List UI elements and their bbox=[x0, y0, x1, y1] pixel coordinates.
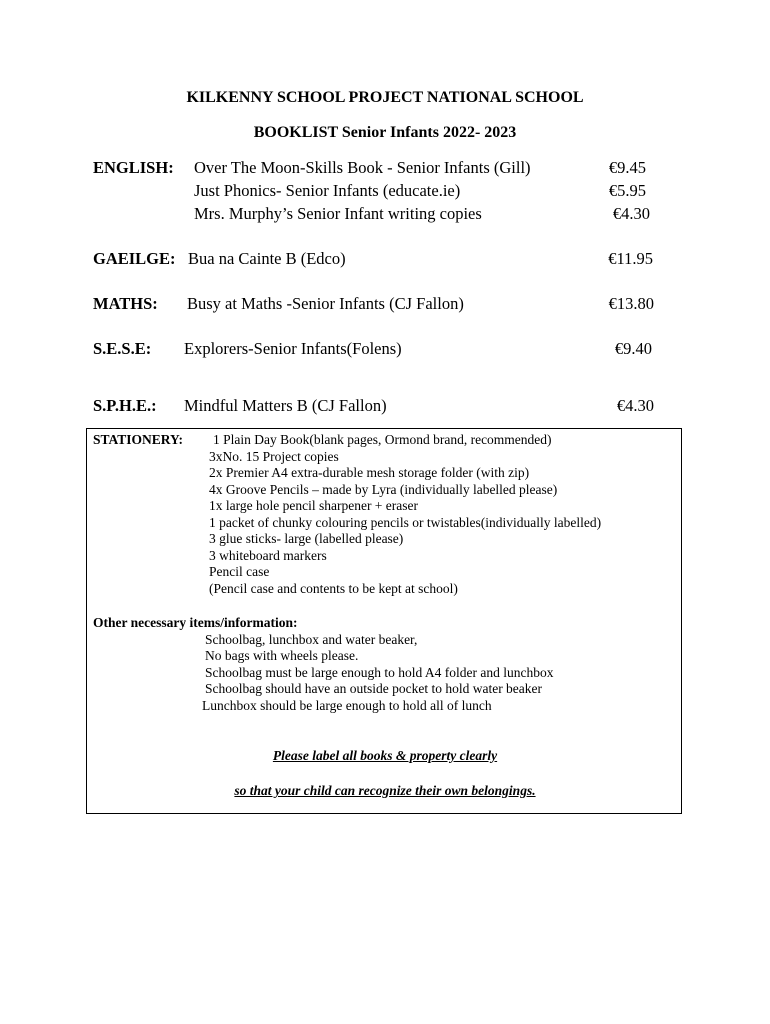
stationery-item: Pencil case bbox=[209, 564, 270, 579]
stationery-item: 3 glue sticks- large (labelled please) bbox=[209, 531, 404, 546]
stationery-item: (Pencil case and contents to be kept at school) bbox=[209, 580, 458, 596]
stationery-box bbox=[86, 428, 682, 814]
stationery-item: 1 Plain Day Book(blank pages, Ormond brand, recommended) bbox=[213, 432, 552, 447]
stationery-item: 3 whiteboard markers bbox=[209, 547, 327, 563]
stationery-item: 1x large hole pencil sharpener + eraser bbox=[209, 498, 419, 513]
english-price-2: €5.95 bbox=[608, 181, 646, 200]
other-items-label: Other necessary items/information: bbox=[93, 615, 298, 630]
english-item-1: Over The Moon-Skills Book - Senior Infants (Gill) bbox=[194, 158, 531, 177]
gaeilge-item: Bua na Cainte B (Edco) bbox=[188, 249, 346, 268]
other-item: Schoolbag must be large enough to hold A4 folder and lunchbox bbox=[205, 664, 554, 680]
subject-label-sese: S.E.S.E: bbox=[93, 339, 152, 358]
stationery-item: 4x Groove Pencils – made by Lyra (individually labelled please) bbox=[209, 481, 558, 497]
sese-price: €9.40 bbox=[614, 339, 652, 358]
maths-price: €13.80 bbox=[608, 294, 654, 313]
stationery-item: 2x Premier A4 extra-durable mesh storage folder (with zip) bbox=[209, 465, 530, 480]
school-name: KILKENNY SCHOOL PROJECT NATIONAL SCHOOL bbox=[186, 89, 584, 106]
other-item: Schoolbag should have an outside pocket to hold water beaker bbox=[205, 681, 543, 696]
subject-label-sphe: S.P.H.E.: bbox=[93, 396, 157, 415]
gaeilge-price: €11.95 bbox=[608, 249, 653, 268]
other-item: No bags with wheels please. bbox=[205, 648, 359, 663]
maths-item: Busy at Maths -Senior Infants (CJ Fallon) bbox=[187, 294, 464, 313]
sese-item: Explorers-Senior Infants(Folens) bbox=[184, 339, 402, 358]
stationery-item: 3xNo. 15 Project copies bbox=[209, 448, 339, 464]
other-item: Schoolbag, lunchbox and water beaker, bbox=[205, 631, 418, 647]
stationery-label: STATIONERY: bbox=[93, 432, 184, 447]
subject-label-gaeilge: GAEILGE: bbox=[93, 249, 176, 268]
label-note-line-2: so that your child can recognize their own belongings. bbox=[234, 783, 536, 798]
english-price-1: €9.45 bbox=[608, 158, 646, 177]
english-price-3: €4.30 bbox=[612, 204, 650, 223]
english-item-3: Mrs. Murphy’s Senior Infant writing copies bbox=[194, 204, 482, 223]
sphe-price: €4.30 bbox=[616, 396, 654, 415]
booklist-title: BOOKLIST Senior Infants 2022- 2023 bbox=[253, 124, 517, 141]
label-note-line-1: Please label all books & property clearly bbox=[272, 748, 498, 763]
subject-label-maths: MATHS: bbox=[93, 294, 158, 313]
sphe-item: Mindful Matters B (CJ Fallon) bbox=[184, 396, 387, 415]
other-item: Lunchbox should be large enough to hold all of lunch bbox=[202, 697, 492, 713]
subject-label-english: ENGLISH: bbox=[93, 158, 174, 177]
stationery-item: 1 packet of chunky colouring pencils or twistables(individually labelled) bbox=[209, 514, 602, 530]
english-item-2: Just Phonics- Senior Infants (educate.ie) bbox=[194, 181, 461, 200]
